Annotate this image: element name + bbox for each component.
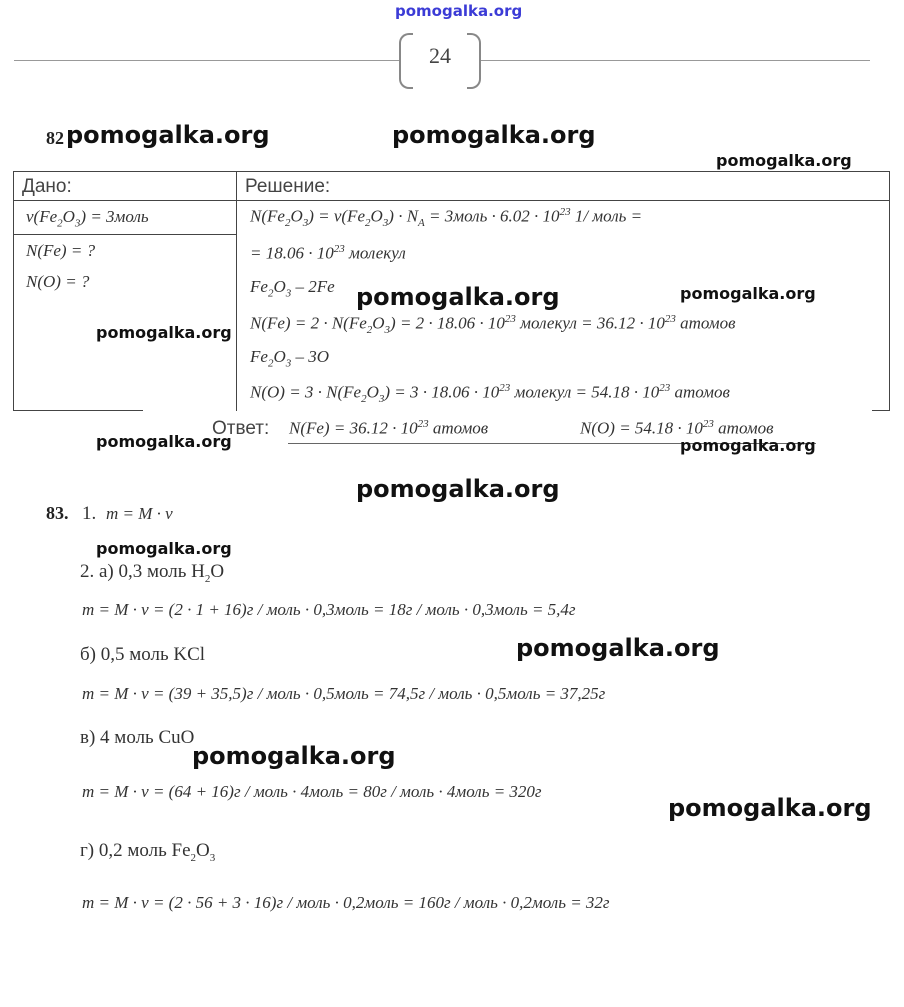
- given-nfe: N(Fe) = ?: [26, 241, 96, 260]
- solution-line-3: $Fe_2O_3 - 2Fe$: [250, 277, 335, 300]
- table-divider: [236, 171, 237, 411]
- table-header-border: [13, 200, 890, 201]
- table-right-border: [889, 171, 890, 411]
- watermark: pomogalka.org: [356, 475, 560, 503]
- given-nu: $\nu(Fe_2O_3)$ = 3моль: [26, 207, 149, 230]
- watermark: pomogalka.org: [680, 284, 816, 303]
- part-a-label: 2. а) 0,3 моль $H_2O$: [80, 561, 225, 585]
- header-rule-right: [481, 60, 870, 61]
- table-top-border: [13, 171, 890, 172]
- page-number-box: [399, 33, 481, 87]
- watermark: pomogalka.org: [716, 151, 852, 170]
- watermark: pomogalka.org: [356, 283, 560, 311]
- watermark: pomogalka.org: [96, 323, 232, 342]
- solution-line-4: $N(Fe) = 2 \cdot N(Fe_2O_3) = 2 \cdot 18.06 \cdot 10^{23}$ молекул = $36.12 \cdot 10^{23}$ атомов: [250, 313, 736, 337]
- watermark-top: pomogalka.org: [395, 2, 523, 20]
- solution-line-6: $N(O) = 3 \cdot N(Fe_2O_3) = 3 \cdot 18.06 \cdot 10^{23}$ молекул = $54.18 \cdot 10^{23}$ атомов: [250, 382, 730, 406]
- part-d-formula: m = M · ν = (2 · 56 + 3 · 16)г / моль · 0,2моль = 160г / моль · 0,2моль = 32г: [82, 893, 610, 912]
- part-d-label: г) 0,2 моль $Fe_2O_3$: [80, 840, 216, 864]
- watermark: pomogalka.org: [66, 121, 270, 149]
- watermark: pomogalka.org: [668, 794, 872, 822]
- solution-line-1: $N(Fe_2O_3) = \nu(Fe_2O_3) \cdot N_A$ = 3моль · $6.02 \cdot 10^{23}$ 1/ моль =: [250, 206, 643, 230]
- table-left-border: [13, 171, 14, 411]
- table-bottom-right: [872, 410, 890, 411]
- watermark: pomogalka.org: [680, 436, 816, 455]
- part-a-formula: m = M · ν = (2 · 1 + 16)г / моль · 0,3моль = 18г / моль · 0,3моль = 5,4г: [82, 600, 576, 619]
- given-header: Дано:: [22, 176, 72, 197]
- answer-fe: $N(Fe) = 36.12 \cdot 10^{23}$ атомов: [289, 418, 489, 438]
- item-1-formula: m = M · ν: [106, 504, 173, 523]
- answer-label: Ответ:: [212, 418, 270, 439]
- watermark: pomogalka.org: [192, 742, 396, 770]
- solution-line-5: $Fe_2O_3 - 3O$: [250, 347, 329, 370]
- watermark: pomogalka.org: [96, 539, 232, 558]
- table-bottom-left: [13, 410, 143, 411]
- problem-83-number: 83.: [46, 503, 69, 523]
- solution-line-2: = $18.06 \cdot 10^{23}$ молекул: [250, 243, 406, 263]
- watermark: pomogalka.org: [516, 634, 720, 662]
- given-no: N(O) = ?: [26, 272, 90, 291]
- item-1-label: 1.: [82, 503, 97, 524]
- page-number: 24: [429, 43, 451, 68]
- watermark: pomogalka.org: [392, 121, 596, 149]
- part-c-label: в) 4 моль CuO: [80, 727, 195, 748]
- problem-82-number: 82: [46, 128, 64, 148]
- solution-header: Решение:: [245, 176, 331, 197]
- watermark: pomogalka.org: [96, 432, 232, 451]
- answer-o: $N(O) = 54.18 \cdot 10^{23}$ атомов: [580, 418, 774, 438]
- part-c-formula: m = M · ν = (64 + 16)г / моль · 4моль = 80г / моль · 4моль = 320г: [82, 782, 542, 801]
- given-separator: [13, 234, 236, 235]
- part-b-label: б) 0,5 моль KCl: [80, 644, 206, 665]
- part-b-formula: m = M · ν = (39 + 35,5)г / моль · 0,5моль = 74,5г / моль · 0,5моль = 37,25г: [82, 684, 606, 703]
- header-rule-left: [14, 60, 399, 61]
